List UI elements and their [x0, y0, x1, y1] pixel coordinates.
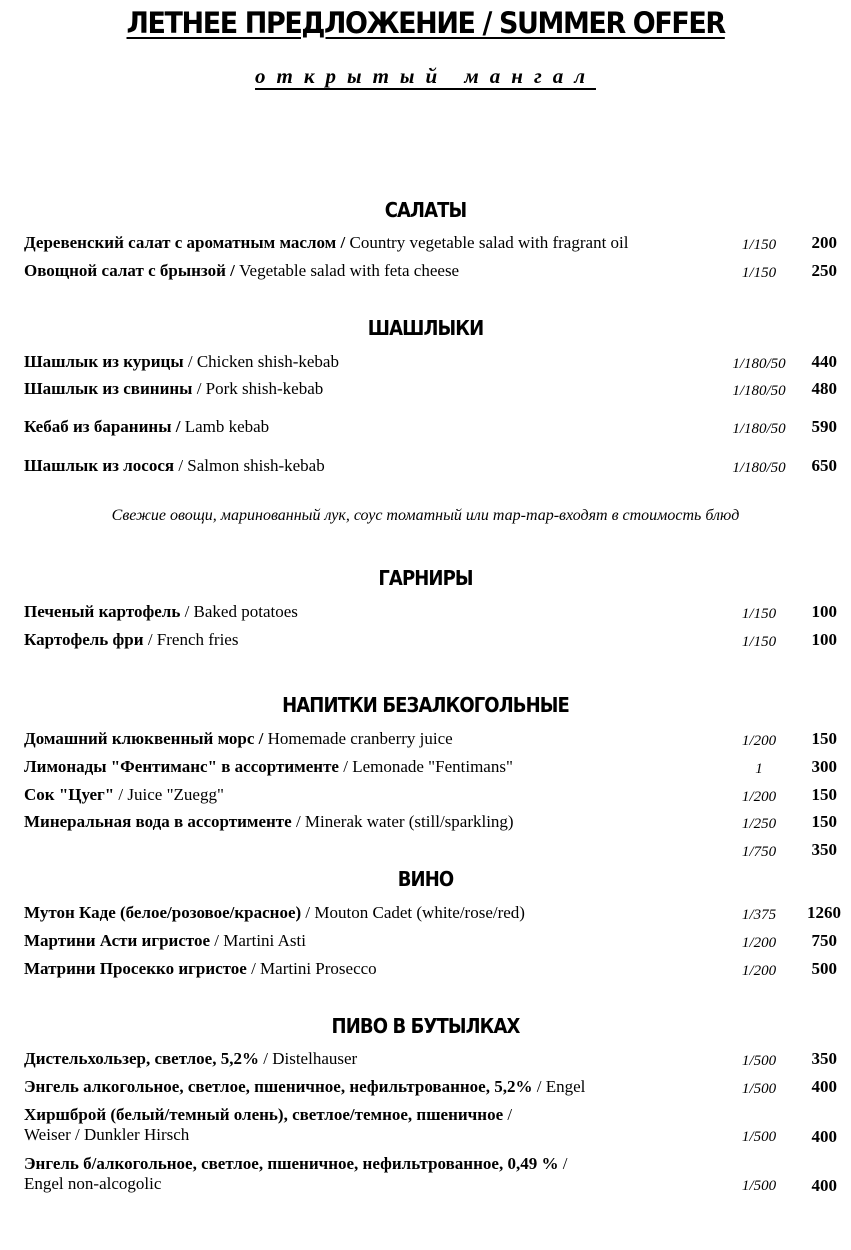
item-name: Дистельхользер, светлое, 5,2% / Distelhauser [24, 1049, 358, 1068]
item-price: 150 [811, 812, 837, 831]
item-price: 400 [811, 1127, 837, 1146]
item-portion: 1/500 [741, 1081, 777, 1097]
menu-item [24, 1077, 839, 1097]
item-portion: 1/200 [741, 935, 777, 951]
menu-item [24, 1049, 839, 1069]
item-name: Печеный картофель / Baked potatoes [24, 602, 298, 621]
menu-item [24, 959, 839, 979]
section-title-kebabs: ШАШЛЫКИ [367, 316, 484, 340]
item-price: 400 [811, 1176, 837, 1195]
item-name: Картофель фри / French fries [24, 630, 239, 649]
item-name: Шашлык из лосося / Salmon shish-kebab [24, 456, 325, 475]
menu-item [24, 352, 839, 372]
item-portion: 1/150 [741, 237, 777, 253]
item-name: Деревенский салат с ароматным маслом / Country vegetable salad with fragrant oil [24, 233, 629, 252]
item-portion: 1/375 [741, 907, 777, 923]
item-price: 590 [811, 417, 837, 436]
item-price: 1260 [807, 903, 841, 922]
item-price: 400 [811, 1077, 837, 1096]
item-portion: 1/150 [741, 606, 777, 622]
item-name: Лимонады "Фентиманс" в ассортименте / Lemonade "Fentimans" [24, 757, 513, 776]
item-price: 350 [811, 1049, 837, 1068]
item-name: Кебаб из баранины / Lamb kebab [24, 417, 270, 436]
menu-item [24, 1154, 839, 1195]
item-price: 750 [811, 931, 837, 950]
section-title-wine: ВИНО [397, 867, 454, 891]
item-price: 650 [811, 456, 837, 475]
item-price: 200 [811, 233, 837, 252]
item-name: Мутон Каде (белое/розовое/красное) / Mouton Cadet (white/rose/red) [24, 903, 525, 922]
item-price: 440 [811, 352, 837, 371]
item-portion: 1/150 [741, 265, 777, 281]
kebab-note: Свежие овощи, маринованный лук, соус томатный или тар-тар-входят в стоимость блюд [111, 507, 740, 524]
menu-item [24, 931, 839, 951]
section-title-bottled-beer: ПИВО В БУТЫЛКАХ [331, 1014, 520, 1038]
section-title-salads: САЛАТЫ [384, 198, 467, 222]
item-name-line2: Weiser / Dunkler Hirsch [24, 1125, 190, 1144]
item-price: 100 [811, 602, 837, 621]
menu-item [24, 602, 839, 622]
item-price: 150 [811, 785, 837, 804]
menu-item [24, 233, 839, 253]
item-name: Хиршброй (белый/темный олень), светлое/темное, пшеничное / [24, 1105, 513, 1124]
item-price: 150 [811, 729, 837, 748]
menu-item [24, 456, 839, 476]
item-name: Минеральная вода в ассортименте / Minerak water (still/sparkling) [24, 812, 514, 831]
menu-item [24, 903, 839, 923]
item-price: 100 [811, 630, 837, 649]
item-portion: 1 [755, 761, 763, 777]
item-name: Овощной салат с брынзой / Vegetable salad with feta cheese [24, 261, 460, 280]
item-price: 300 [811, 757, 837, 776]
menu-item [24, 729, 839, 749]
menu-item [24, 261, 839, 281]
menu-item [24, 812, 839, 832]
item-name-line2: Engel non-alcogolic [24, 1174, 162, 1193]
section-title-sides: ГАРНИРЫ [378, 566, 473, 590]
menu-item [24, 1105, 839, 1146]
menu-item [24, 785, 839, 805]
item-portion: 1/180/50 [732, 383, 786, 399]
item-name: Шашлык из курицы / Chicken shish-kebab [24, 352, 339, 371]
item-portion: 1/500 [741, 1129, 777, 1145]
menu-item [24, 757, 839, 777]
item-name: Энгель б/алкогольное, светлое, пшеничное, нефильтрованное, 0,49 % / [24, 1154, 568, 1173]
section-title-soft-drinks: НАПИТКИ БЕЗАЛКОГОЛЬНЫЕ [282, 693, 569, 717]
item-name: Домашний клюквенный морс / Homemade cranberry juice [24, 729, 453, 748]
item-portion: 1/180/50 [732, 356, 786, 372]
menu-title [0, 6, 851, 40]
item-portion: 1/180/50 [732, 421, 786, 437]
item-portion: 1/200 [741, 963, 777, 979]
item-name: Матрини Просекко игристое / Martini Prosecco [24, 959, 377, 978]
menu-item [24, 840, 839, 860]
item-name: Энгель алкогольное, светлое, пшеничное, нефильтрованное, 5,2% / Engel [24, 1077, 586, 1096]
item-portion: 1/500 [741, 1178, 777, 1194]
menu-item [24, 379, 839, 399]
menu-item [24, 630, 839, 650]
item-portion: 1/250 [741, 816, 777, 832]
item-portion: 1/150 [741, 634, 777, 650]
item-portion: 1/180/50 [732, 460, 786, 476]
item-portion: 1/200 [741, 733, 777, 749]
item-price: 250 [811, 261, 837, 280]
item-name: Мартини Асти игристое / Martini Asti [24, 931, 306, 950]
item-portion: 1/500 [741, 1053, 777, 1069]
item-name: Сок "Цуег" / Juice "Zuegg" [24, 785, 224, 804]
menu-subtitle-text: открытый мангал [255, 64, 596, 88]
menu-title-text: ЛЕТНЕЕ ПРЕДЛОЖЕНИЕ / SUMMER OFFER [126, 6, 725, 40]
item-portion: 1/200 [741, 789, 777, 805]
item-portion: 1/750 [741, 844, 777, 860]
item-name: Шашлык из свинины / Pork shish-kebab [24, 379, 324, 398]
menu-subtitle [0, 64, 851, 89]
item-price: 480 [811, 379, 837, 398]
item-price: 350 [811, 840, 837, 859]
item-price: 500 [811, 959, 837, 978]
menu-item [24, 417, 839, 437]
